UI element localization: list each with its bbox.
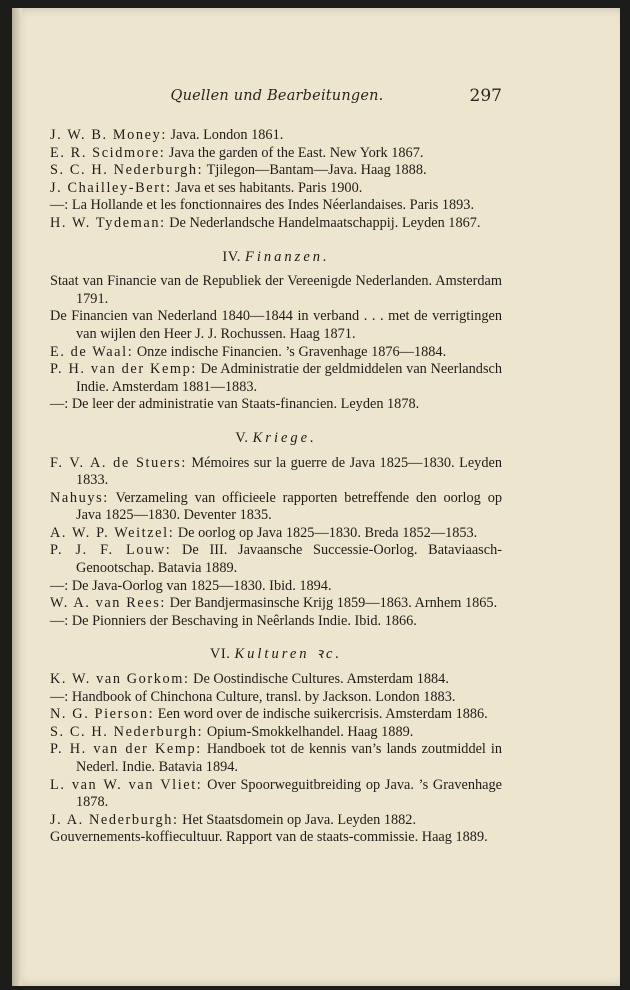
section-heading xyxy=(50,646,502,664)
entry-author: S. C. H. Nederburgh: xyxy=(50,723,204,740)
entry-text: Java et ses habitants. Paris 1900. xyxy=(171,179,363,196)
section-heading xyxy=(50,430,502,448)
sections xyxy=(50,249,502,847)
entry-author: Nahuys: xyxy=(50,489,109,506)
bibliography-entry xyxy=(50,542,502,577)
entry-author: J. Chailley-Bert: xyxy=(50,179,172,196)
bibliography-entry xyxy=(50,777,502,812)
running-head: Quellen und Bearbeitungen. xyxy=(170,88,384,104)
entry-text: De III. Javaansche Successie-Oorlog. Bataviaasch-Genootschap. Batavia 1889. xyxy=(76,542,502,577)
entry-author: H. W. Tydeman: xyxy=(50,214,166,231)
entry-text: De oorlog op Java 1825—1830. Breda 1852—1853. xyxy=(174,524,478,541)
entry-author: P. H. van der Kemp: xyxy=(50,741,202,758)
bibliography-entry xyxy=(50,396,502,414)
section-number: IV. xyxy=(222,248,246,265)
entry-text: Handboek tot de kennis van’s lands zoutmiddel in Nederl. Indie. Batavia 1894. xyxy=(76,741,502,775)
entry-text: Een word over de indische suikercrisis. Amsterdam 1886. xyxy=(154,706,488,723)
section-number: VI. xyxy=(209,646,235,663)
entry-text: Opium-Smokkelhandel. Haag 1889. xyxy=(203,723,414,740)
page-number: 297 xyxy=(469,86,502,106)
section-heading xyxy=(50,249,502,267)
entry-author: S. C. H. Nederburgh: xyxy=(50,162,204,179)
bibliography-entry xyxy=(50,127,502,145)
entry-author: J. A. Nederburgh: xyxy=(50,811,179,828)
bibliography-entry xyxy=(50,308,502,343)
entry-text: Mémoires sur la guerre de Java 1825—1830. Leyden 1833. xyxy=(76,454,502,489)
page-header xyxy=(52,88,502,112)
bibliography-entry xyxy=(50,578,502,596)
entry-text: De Nederlandsche Handelmaatschappij. Leyden 1867. xyxy=(165,214,481,231)
bibliography-entry xyxy=(50,525,502,543)
section-number: V. xyxy=(235,429,253,446)
bibliography-entry xyxy=(50,724,502,742)
intro-entries xyxy=(50,127,502,233)
bibliography-entry xyxy=(50,490,502,525)
entry-text: Der Bandjermasinsche Krijg 1859—1863. Arnhem 1865. xyxy=(166,595,498,612)
bibliography-entry xyxy=(50,361,502,396)
entry-author: N. G. Pierson: xyxy=(50,706,155,723)
bibliography xyxy=(50,127,502,847)
entry-text: —: De Java-Oorlog van 1825—1830. Ibid. 1894. xyxy=(50,577,332,594)
entry-text: Tjilegon—Bantam—Java. Haag 1888. xyxy=(203,162,427,179)
bibliography-entry xyxy=(50,145,502,163)
bibliography-entry xyxy=(50,180,502,198)
bibliography-entry xyxy=(50,215,502,233)
entry-author: P. J. F. Louw: xyxy=(50,542,172,559)
bibliography-entry xyxy=(50,162,502,180)
bibliography-entry xyxy=(50,613,502,631)
entry-author: E. de Waal: xyxy=(50,343,134,360)
bibliography-entry xyxy=(50,455,502,490)
entry-text: Onze indische Financien. ’s Gravenhage 1876—1884. xyxy=(133,343,447,360)
bibliography-entry xyxy=(50,741,502,776)
entry-text: Java. London 1861. xyxy=(166,127,284,143)
bibliography-entry xyxy=(50,829,502,847)
entry-text: Het Staatsdomein op Java. Leyden 1882. xyxy=(178,811,417,828)
entry-text: De Oostindische Cultures. Amsterdam 1884. xyxy=(189,671,449,688)
entry-text: De Financien van Nederland 1840—1844 in verband . . . met de verrigtingen van wijlen den Heer J. J. Rochussen. Haag 1871. xyxy=(50,308,502,342)
bibliography-entry xyxy=(50,197,502,215)
entry-text: Java the garden of the East. New York 1867. xyxy=(165,144,424,161)
entry-author: F. V. A. de Stuers: xyxy=(50,454,187,471)
section-title: Finanzen. xyxy=(245,248,330,265)
entry-author: J. W. B. Money: xyxy=(50,127,167,143)
entry-text: —: De leer der administratie van Staats-financien. Leyden 1878. xyxy=(50,396,420,413)
entry-text: De Administratie der geldmiddelen van Neerlandsch Indie. Amsterdam 1881—1883. xyxy=(76,361,502,395)
entry-author: E. R. Scidmore: xyxy=(50,144,166,161)
entry-text: Verzameling van officieele rapporten betreffende den oorlog op Java 1825—1830. Deventer 1835. xyxy=(76,489,502,524)
entry-text: Staat van Financie van de Republiek der Vereenigde Nederlanden. Amsterdam 1791. xyxy=(50,273,502,307)
bibliography-entry xyxy=(50,671,502,689)
entry-author: W. A. van Rees: xyxy=(50,595,166,612)
entry-text: Gouvernements-koffiecultuur. Rapport van de staats-commissie. Haag 1889. xyxy=(50,829,488,846)
bibliography-entry xyxy=(50,689,502,707)
section-title: Kulturen ꝛc. xyxy=(234,646,343,663)
bibliography-entry xyxy=(50,273,502,308)
entry-author: P. H. van der Kemp: xyxy=(50,361,197,378)
entry-author: K. W. van Gorkom: xyxy=(50,671,190,688)
entry-text: Over Spoorweguitbreiding op Java. ’s Gravenhage 1878. xyxy=(76,776,502,811)
entry-author: A. W. P. Weitzel: xyxy=(50,524,175,541)
bibliography-entry xyxy=(50,812,502,830)
entry-text: —: La Hollande et les fonctionnaires des Indes Néerlandaises. Paris 1893. xyxy=(50,197,475,214)
section-title: Kriege. xyxy=(252,429,317,446)
entry-author: L. van W. van Vliet: xyxy=(50,776,203,793)
entry-text: —: De Pionniers der Beschaving in Neêrlands Indie. Ibid. 1866. xyxy=(50,612,417,629)
bibliography-entry xyxy=(50,595,502,613)
page-gutter xyxy=(12,8,22,986)
bibliography-entry xyxy=(50,344,502,362)
bibliography-entry xyxy=(50,706,502,724)
entry-text: —: Handbook of Chinchona Culture, transl. by Jackson. London 1883. xyxy=(50,688,456,705)
book-page xyxy=(12,8,620,986)
